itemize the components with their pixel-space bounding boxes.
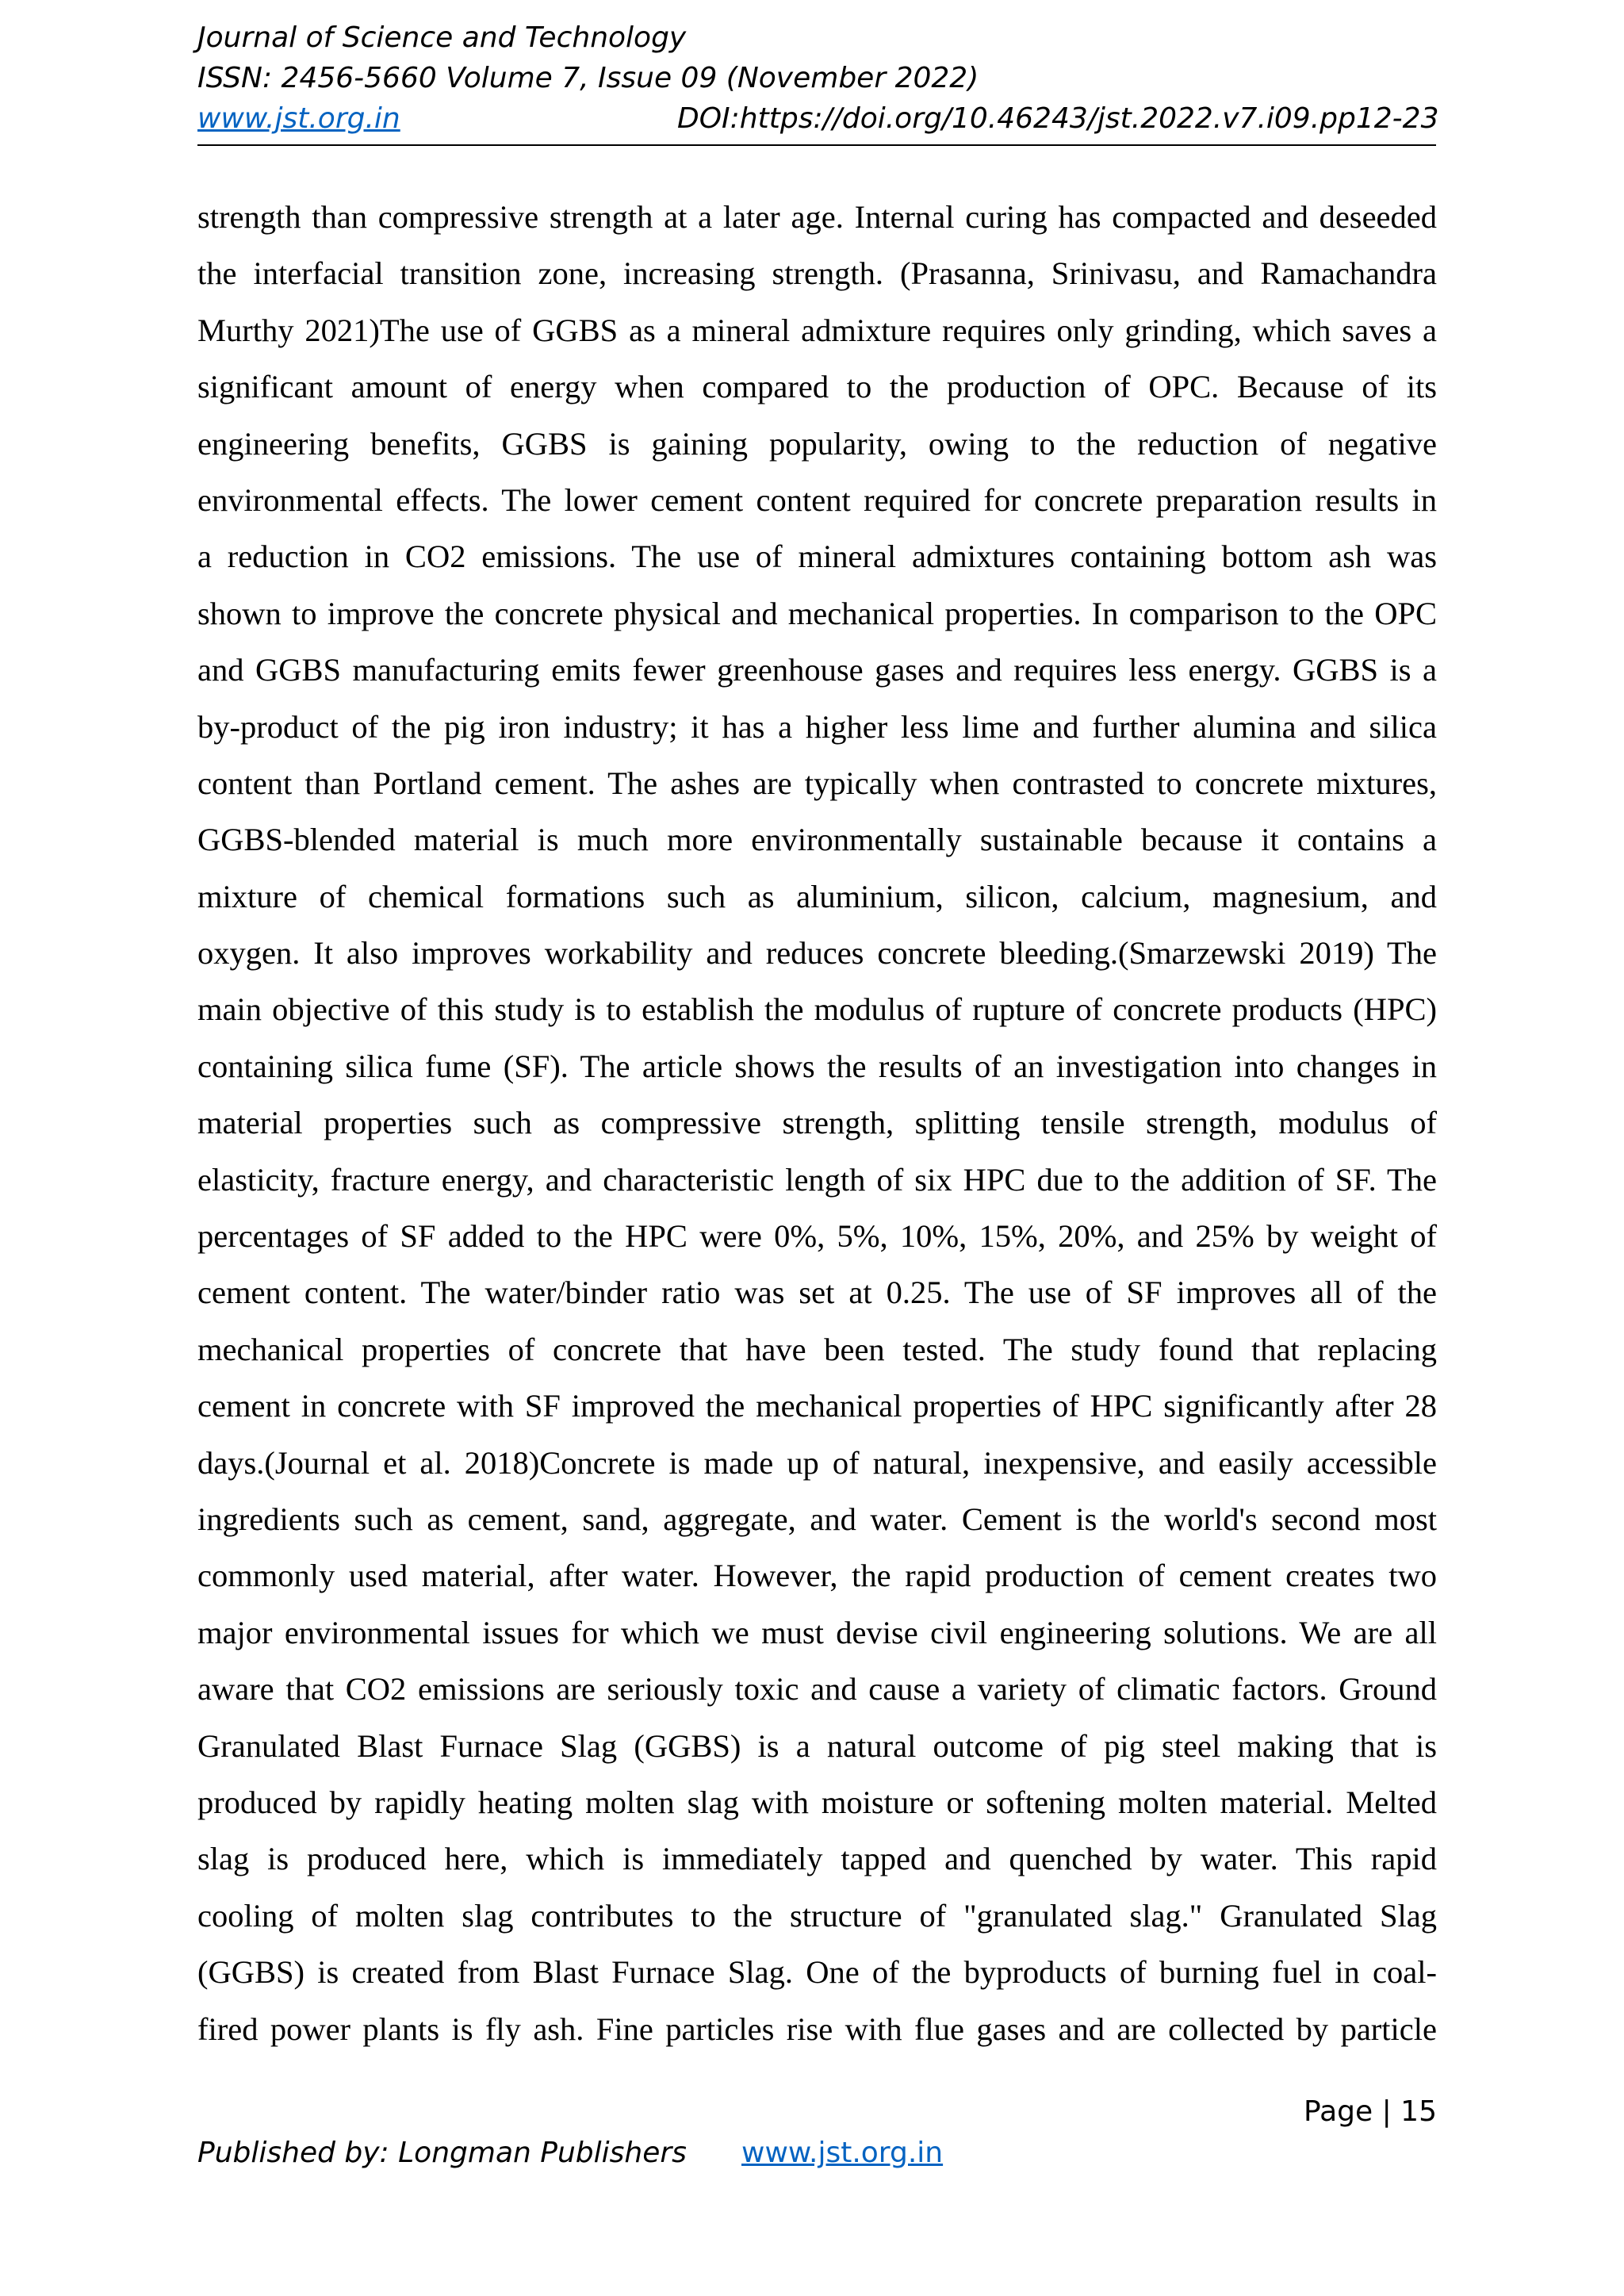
body-line: mixture of chemical formations such as aluminium, silicon, calcium, magnesium, and [197,878,1437,914]
body-line: content than Portland cement. The ashes are typically when contrasted to concrete mixtures, [197,765,1437,801]
body-line: fired power plants is fly ash. Fine particles rise with flue gases and are collected by particle [197,2010,1437,2047]
body-line: days.(Journal et al. 2018)Concrete is made up of natural, inexpensive, and easily accessible [197,1444,1437,1481]
journal-title: Journal of Science and Technology [197,21,687,54]
body-line: environmental effects. The lower cement content required for concrete preparation results in [197,481,1437,518]
body-line: GGBS-blended material is much more environmentally sustainable because it contains a [197,822,1437,858]
body-line: Murthy 2021)The use of GGBS as a mineral admixture requires only grinding, which saves a [197,312,1437,348]
body-line: oxygen. It also improves workability and reduces concrete bleeding.(Smarzewski 2019) The [197,935,1437,972]
body-line: ingredients such as cement, sand, aggregate, and water. Cement is the world's second most [197,1501,1437,1537]
body-line: major environmental issues for which we must devise civil engineering solutions. We are all [197,1614,1437,1650]
body-line: produced by rapidly heating molten slag with moisture or softening molten material. Melted [197,1784,1437,1820]
body-line: shown to improve the concrete physical and mechanical properties. In comparison to the OPC [197,595,1437,631]
body-line: a reduction in CO2 emissions. The use of mineral admixtures containing bottom ash was [197,539,1437,575]
body-line: cement in concrete with SF improved the mechanical properties of HPC significantly after 28 [197,1388,1437,1424]
body-line: cement content. The water/binder ratio was set at 0.25. The use of SF improves all of the [197,1274,1437,1311]
body-line: aware that CO2 emissions are seriously toxic and cause a variety of climatic factors. Ground [197,1671,1437,1708]
footer-website-link[interactable]: www.jst.org.in [741,2137,944,2169]
body-line: slag is produced here, which is immediately tapped and quenched by water. This rapid [197,1841,1437,1877]
header-website-link[interactable]: www.jst.org.in [197,102,400,135]
body-line: cooling of molten slag contributes to the structure of "granulated slag." Granulated Slag [197,1897,1437,1934]
body-line: the interfacial transition zone, increasing strength. (Prasanna, Srinivasu, and Ramachandra [197,255,1437,292]
body-line: strength than compressive strength at a later age. Internal curing has compacted and deseeded [197,199,1437,235]
body-line: elasticity, fracture energy, and characteristic length of six HPC due to the addition of SF. The [197,1161,1437,1198]
page-number: Page | 15 [1304,2095,1437,2128]
body-line: by-product of the pig iron industry; it has a higher less lime and further alumina and silica [197,708,1437,745]
body-line: Granulated Blast Furnace Slag (GGBS) is a natural outcome of pig steel making that is [197,1727,1437,1764]
running-header [197,19,1439,146]
body-line: material properties such as compressive strength, splitting tensile strength, modulus of [197,1105,1437,1141]
doi-text: DOI:https://doi.org/10.46243/jst.2022.v7.i09.pp12-23 [677,102,1439,135]
body-line: and GGBS manufacturing emits fewer greenhouse gases and requires less energy. GGBS is a [197,652,1437,688]
body-line: (GGBS) is created from Blast Furnace Slag. One of the byproducts of burning fuel in coal- [197,1954,1437,1991]
body-line: main objective of this study is to establish the modulus of rupture of concrete products (HPC) [197,991,1437,1028]
body-line: percentages of SF added to the HPC were 0%, 5%, 10%, 15%, 20%, and 25% by weight of [197,1218,1437,1255]
body-line: mechanical properties of concrete that have been tested. The study found that replacing [197,1331,1437,1367]
body-line: significant amount of energy when compared to the production of OPC. Because of its [197,369,1437,405]
body-line: containing silica fume (SF). The article shows the results of an investigation into changes in [197,1048,1437,1084]
body-line: commonly used material, after water. However, the rapid production of cement creates two [197,1558,1437,1594]
publisher-footer: Published by: Longman Publishers [197,2137,687,2169]
body-line: engineering benefits, GGBS is gaining popularity, owing to the reduction of negative [197,425,1437,462]
body-paragraph [197,189,1437,2057]
issn-volume-issue: ISSN: 2456-5660 Volume 7, Issue 09 (November 2022) [197,62,979,94]
